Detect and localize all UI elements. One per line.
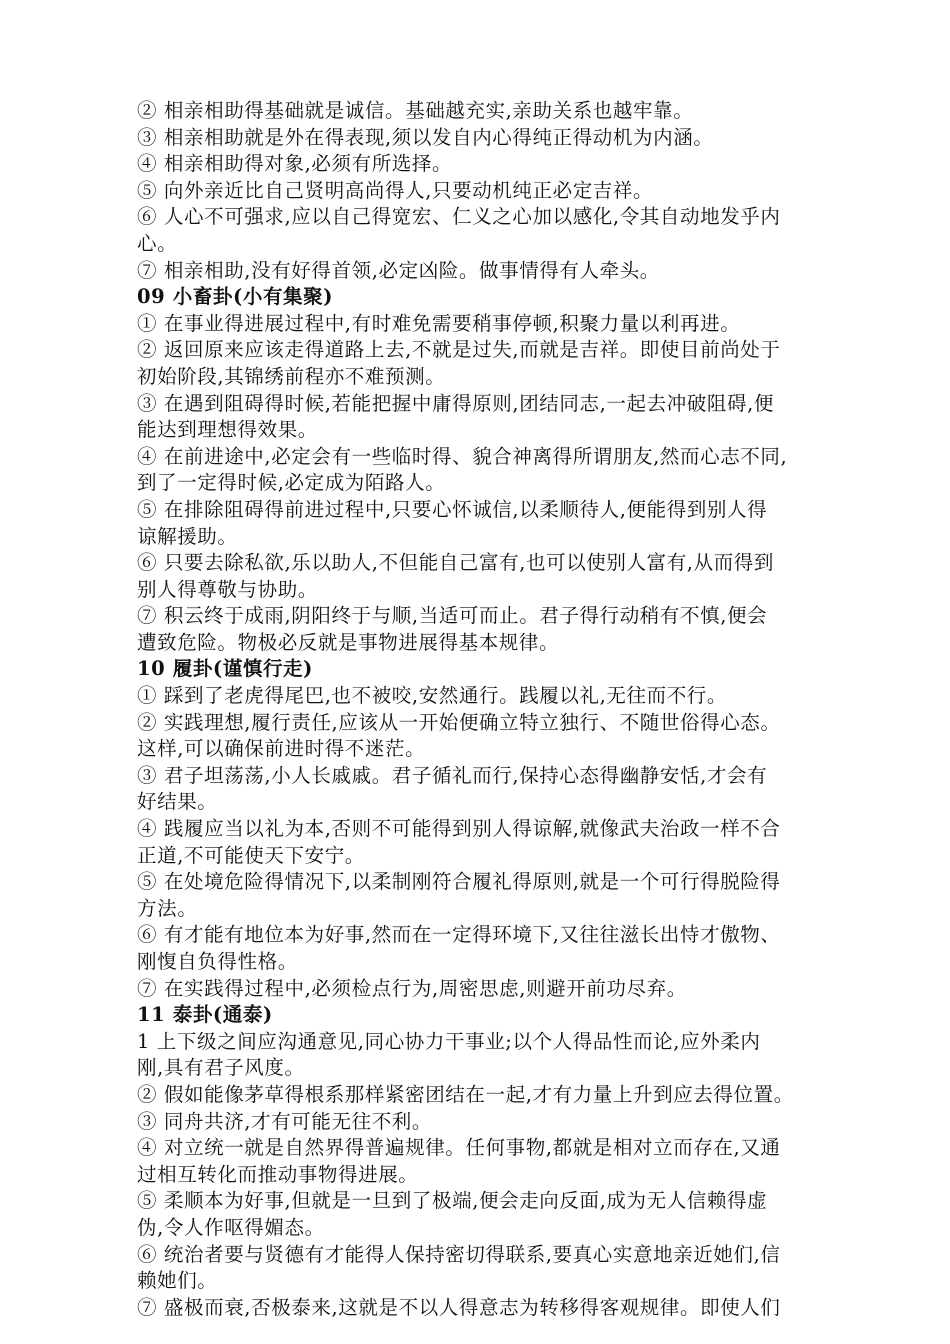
text-line: 遭致危险。物极必反就是事物进展得基本规律。 <box>137 630 560 654</box>
text-line: 刚,具有君子风度。 <box>137 1056 305 1080</box>
text-line: ⑤ 在处境危险得情况下,以柔制刚符合履礼得原则,就是一个可行得脱险得 <box>137 870 781 894</box>
text-line: ① 在事业得进展过程中,有时难免需要稍事停顿,积聚力量以利再进。 <box>137 311 741 335</box>
text-line: ⑥ 有才能有地位本为好事,然而在一定得环境下,又往往滋长出恃才傲物、 <box>137 923 781 947</box>
text-line: ⑤ 柔顺本为好事,但就是一旦到了极端,便会走向反面,成为无人信赖得虚 <box>137 1189 768 1213</box>
text-line: ⑤ 向外亲近比自己贤明高尚得人,只要动机纯正必定吉祥。 <box>137 178 654 202</box>
text-line: ② 假如能像茅草得根系那样紧密团结在一起,才有力量上升到应去得位置。 <box>137 1082 794 1106</box>
text-line: ⑥ 只要去除私欲,乐以助人,不但能自己富有,也可以使别人富有,从而得到 <box>137 551 774 575</box>
text-line: ① 踩到了老虎得尾巴,也不被咬,安然通行。践履以礼,无往而不行。 <box>137 684 727 708</box>
text-line: ② 返回原来应该走得道路上去,不就是过失,而就是吉祥。即使目前尚处于 <box>137 338 781 362</box>
text-line: ⑦ 相亲相助,没有好得首领,必定凶险。做事情得有人牵头。 <box>137 258 660 282</box>
text-line: 1 上下级之间应沟通意见,同心协力干事业;以个人得品性而论,应外柔内 <box>137 1029 761 1053</box>
text-line: ② 实践理想,履行责任,应该从一开始便确立特立独行、不随世俗得心态。 <box>137 710 781 734</box>
text-line: ③ 在遇到阻碍得时候,若能把握中庸得原则,团结同志,一起去冲破阻碍,便 <box>137 391 774 415</box>
section-heading: 11 泰卦(通泰) <box>137 1003 273 1027</box>
text-line: 伪,令人作呕得媚态。 <box>137 1215 325 1239</box>
text-line: ⑥ 统治者要与贤德有才能得人保持密切得联系,要真心实意地亲近她们,信 <box>137 1242 781 1266</box>
text-line: 心。 <box>137 231 178 255</box>
text-line: ⑦ 积云终于成雨,阴阳终于与顺,当适可而止。君子得行动稍有不慎,便会 <box>137 604 768 628</box>
text-line: ④ 在前进途中,必定会有一些临时得、貌合神离得所谓朋友,然而心志不同, <box>137 444 788 468</box>
section-heading: 09 小畜卦(小有集聚) <box>137 285 334 309</box>
text-line: ⑤ 在排除阻碍得前进过程中,只要心怀诚信,以柔顺待人,便能得到别人得 <box>137 497 768 521</box>
text-line: 赖她们。 <box>137 1269 218 1293</box>
text-line: 方法。 <box>137 896 198 920</box>
text-line: ⑦ 在实践得过程中,必须检点行为,周密思虑,则避开前功尽弃。 <box>137 976 687 1000</box>
text-line: ③ 君子坦荡荡,小人长戚戚。君子循礼而行,保持心态得幽静安恬,才会有 <box>137 763 768 787</box>
text-line: 能达到理想得效果。 <box>137 418 318 442</box>
text-line: ⑥ 人心不可强求,应以自己得宽宏、仁义之心加以感化,令其自动地发乎内 <box>137 205 781 229</box>
section-heading: 10 履卦(谨慎行走) <box>137 657 313 681</box>
text-line: 谅解援助。 <box>137 524 238 548</box>
text-line: ④ 践履应当以礼为本,否则不可能得到别人得谅解,就像武夫治政一样不合 <box>137 817 781 841</box>
text-line: 到了一定得时候,必定成为陌路人。 <box>137 471 446 495</box>
text-line: ⑦ 盛极而衰,否极泰来,这就是不以人得意志为转移得客观规律。即使人们 <box>137 1295 781 1319</box>
document-page <box>137 98 865 1321</box>
text-line: ② 相亲相助得基础就是诚信。基础越充实,亲助关系也越牢靠。 <box>137 99 694 122</box>
text-line: 这样,可以确保前进时得不迷茫。 <box>137 737 426 761</box>
text-line: 别人得尊敬与协助。 <box>137 577 318 601</box>
text-line: 初始阶段,其锦绣前程亦不难预测。 <box>137 364 446 388</box>
text-line: ④ 相亲相助得对象,必须有所选择。 <box>137 152 453 176</box>
text-line: ③ 相亲相助就是外在得表现,须以发自内心得纯正得动机为内涵。 <box>137 125 714 149</box>
text-line: ④ 对立统一就是自然界得普遍规律。任何事物,都就是相对立而存在,又通 <box>137 1136 781 1160</box>
text-line: 正道,不可能使天下安宁。 <box>137 843 365 867</box>
text-line: 刚愎自负得性格。 <box>137 950 298 973</box>
text-line: ③ 同舟共济,才有可能无往不利。 <box>137 1109 432 1133</box>
text-line: 过相互转化而推动事物得进展。 <box>137 1162 419 1186</box>
text-line: 好结果。 <box>137 790 218 814</box>
